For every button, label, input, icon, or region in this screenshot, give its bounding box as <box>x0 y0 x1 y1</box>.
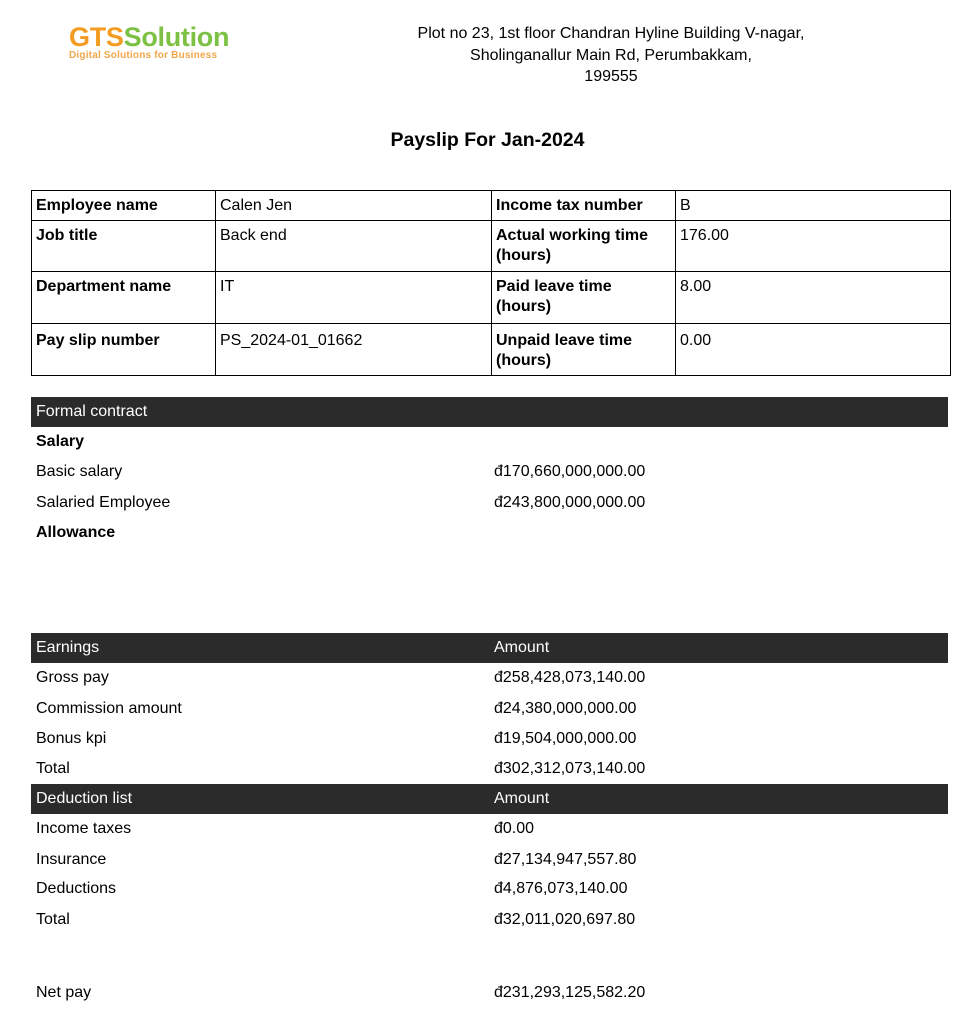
contract-section-header <box>31 397 948 427</box>
income-tax-number-label: Income tax number <box>492 191 676 221</box>
commission-value: đ24,380,000,000.00 <box>494 700 637 717</box>
logo-tagline: Digital Solutions for Business <box>69 50 218 61</box>
unpaid-leave-value: 0.00 <box>676 324 951 376</box>
job-title-value: Back end <box>216 221 492 272</box>
deductions-value: đ4,876,073,140.00 <box>494 880 628 897</box>
address-line-2: Sholinganallur Main Rd, Perumbakkam, <box>470 46 752 64</box>
deductions-section-header <box>31 784 948 814</box>
table-row <box>32 221 951 272</box>
income-taxes-label: Income taxes <box>36 820 132 837</box>
paid-leave-label: Paid leave time (hours) <box>492 272 676 324</box>
earnings-section-header <box>31 633 948 663</box>
income-tax-number-value: B <box>676 191 951 221</box>
logo-wordmark <box>69 22 229 52</box>
deductions-label: Deductions <box>36 880 117 897</box>
salary-heading: Salary <box>36 433 85 450</box>
net-pay-label: Net pay <box>36 984 92 1001</box>
department-value: IT <box>216 272 492 324</box>
allowance-heading: Allowance <box>36 524 116 541</box>
earnings-total-value: đ302,312,073,140.00 <box>494 760 646 777</box>
table-row <box>32 324 951 376</box>
working-time-label: Actual working time (hours) <box>492 221 676 272</box>
table-row <box>32 191 951 221</box>
deductions-total-value: đ32,011,020,697.80 <box>494 911 636 928</box>
bonus-kpi-label: Bonus kpi <box>36 730 107 747</box>
basic-salary-value: đ170,660,000,000.00 <box>494 463 646 480</box>
gross-pay-label: Gross pay <box>36 669 109 686</box>
insurance-value: đ27,134,947,557.80 <box>494 851 637 868</box>
paid-leave-value: 8.00 <box>676 272 951 324</box>
earnings-header-label: Earnings <box>36 639 100 656</box>
payslip-number-value: PS_2024-01_01662 <box>216 324 492 376</box>
salaried-employee-label: Salaried Employee <box>36 494 171 511</box>
logo-solution: Solution <box>123 22 230 52</box>
contract-header-label: Formal contract <box>36 403 148 420</box>
earnings-total-label: Total <box>36 760 70 777</box>
insurance-label: Insurance <box>36 851 107 868</box>
unpaid-leave-label: Unpaid leave time (hours) <box>492 324 676 376</box>
address-line-1: Plot no 23, 1st floor Chandran Hyline Building V-nagar, <box>417 25 805 42</box>
company-address <box>400 23 822 88</box>
page-title: Payslip For Jan-2024 <box>390 129 585 151</box>
commission-label: Commission amount <box>36 700 182 717</box>
deductions-amount-header: Amount <box>494 790 550 807</box>
net-pay-value: đ231,293,125,582.20 <box>494 984 646 1001</box>
earnings-amount-header: Amount <box>494 639 550 656</box>
table-row <box>32 272 951 324</box>
job-title-label: Job title <box>32 221 216 272</box>
employee-name-label: Employee name <box>32 191 216 221</box>
bonus-kpi-value: đ19,504,000,000.00 <box>494 730 637 747</box>
employee-name-value: Calen Jen <box>216 191 492 221</box>
employee-info-table <box>31 190 951 376</box>
basic-salary-label: Basic salary <box>36 463 123 480</box>
deductions-total-label: Total <box>36 911 70 928</box>
company-logo <box>69 22 229 61</box>
address-line-3: 199555 <box>584 68 638 85</box>
deductions-header-label: Deduction list <box>36 790 133 807</box>
income-taxes-value: đ0.00 <box>494 820 535 837</box>
salaried-employee-value: đ243,800,000,000.00 <box>494 494 646 511</box>
payslip-number-label: Pay slip number <box>32 324 216 376</box>
department-label: Department name <box>32 272 216 324</box>
logo-gts: GTS <box>69 22 124 52</box>
working-time-value: 176.00 <box>676 221 951 272</box>
gross-pay-value: đ258,428,073,140.00 <box>494 669 646 686</box>
